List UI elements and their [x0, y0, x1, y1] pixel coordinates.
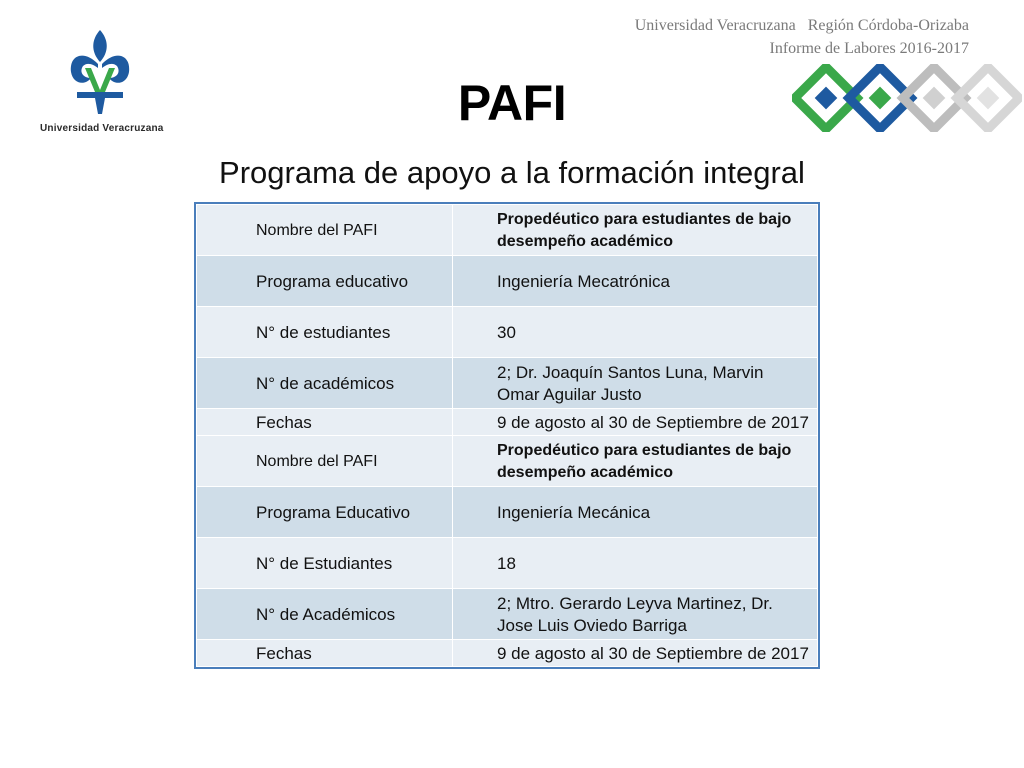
header-info [635, 14, 969, 60]
row-value: 9 de agosto al 30 de Septiembre de 2017 [453, 409, 818, 436]
logo-caption: Universidad Veracruzana [40, 123, 164, 134]
pafi-table [196, 204, 818, 667]
table-row [197, 256, 818, 307]
row-value: Propedéutico para estudiantes de bajo desempeño académico [453, 205, 818, 256]
row-key: N° de estudiantes [197, 307, 453, 358]
page-subtitle: Programa de apoyo a la formación integral [219, 155, 805, 190]
row-value: 2; Dr. Joaquín Santos Luna, Marvin Omar Aguilar Justo [453, 358, 818, 409]
table-row [197, 487, 818, 538]
row-value: 9 de agosto al 30 de Septiembre de 2017 [453, 640, 818, 667]
table-row [197, 538, 818, 589]
row-key: Fechas [197, 640, 453, 667]
header-line-2: Informe de Labores 2016-2017 [769, 40, 969, 57]
row-value: Propedéutico para estudiantes de bajo desempeño académico [453, 436, 818, 487]
row-value: 2; Mtro. Gerardo Leyva Martinez, Dr. Jose Luis Oviedo Barriga [453, 589, 818, 640]
row-key: Nombre del PAFI [197, 205, 453, 256]
row-value: Ingeniería Mecatrónica [453, 256, 818, 307]
row-key: Programa educativo [197, 256, 453, 307]
page-title: PAFI [457, 75, 567, 131]
row-value: 18 [453, 538, 818, 589]
table-row [197, 436, 818, 487]
table-row [197, 307, 818, 358]
table-row [197, 358, 818, 409]
table-row [197, 409, 818, 436]
row-value: Ingeniería Mecánica [453, 487, 818, 538]
row-key: Programa Educativo [197, 487, 453, 538]
table-row [197, 205, 818, 256]
table-row [197, 640, 818, 667]
header-line-1: Universidad Veracruzana Región Córdoba-Orizaba [634, 17, 969, 34]
row-key: N° de académicos [197, 358, 453, 409]
row-key: Fechas [197, 409, 453, 436]
row-key: N° de Académicos [197, 589, 453, 640]
row-value: 30 [453, 307, 818, 358]
row-key: N° de Estudiantes [197, 538, 453, 589]
table-row [197, 589, 818, 640]
row-key: Nombre del PAFI [197, 436, 453, 487]
